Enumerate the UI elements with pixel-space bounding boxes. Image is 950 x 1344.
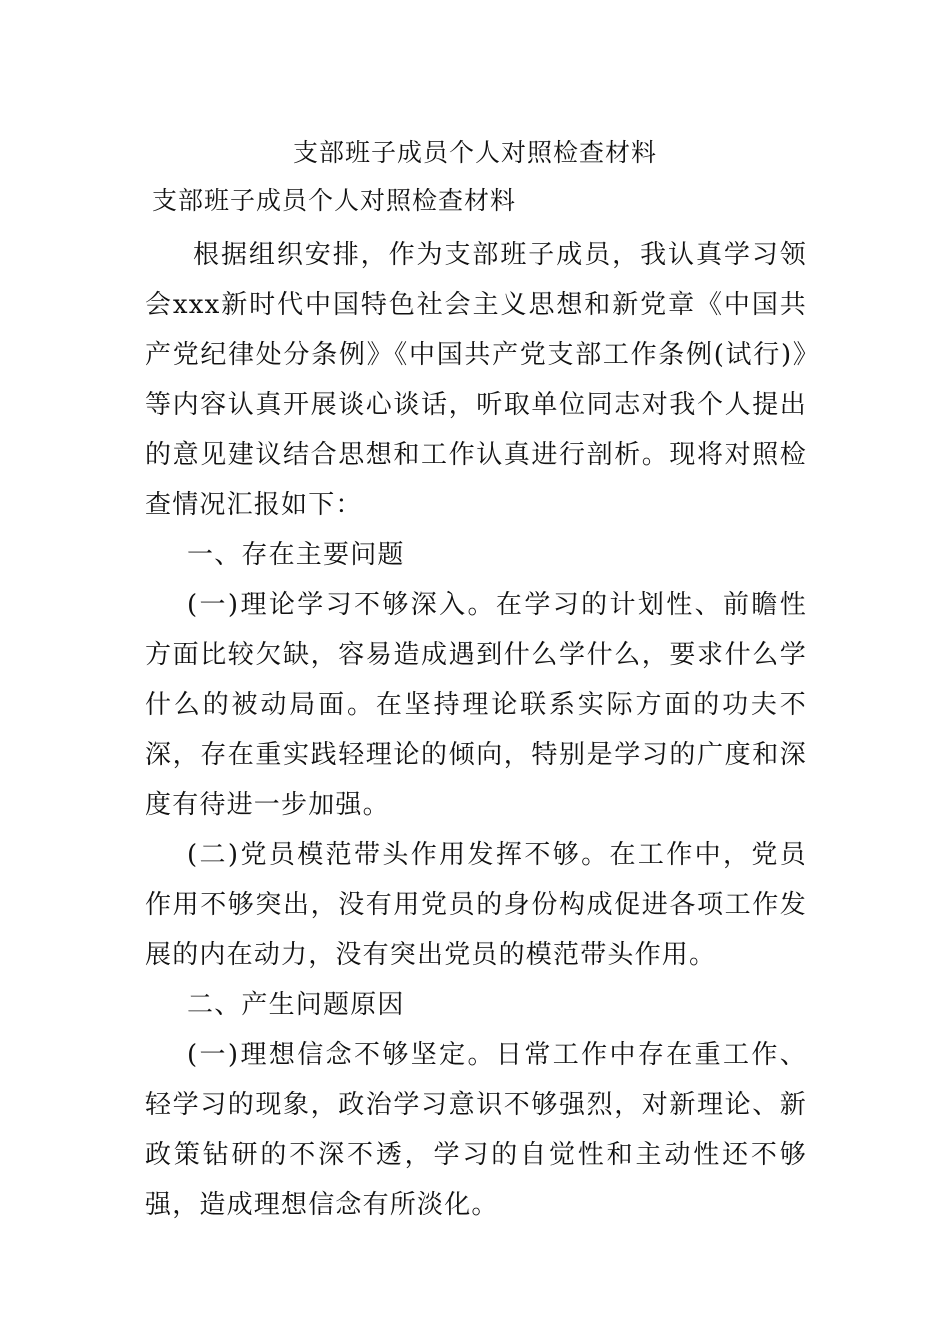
document-subtitle: 支部班子成员个人对照检查材料 — [152, 186, 517, 215]
problem-paragraph-1: (一)理论学习不够深入。在学习的计划性、前瞻性方面比较欠缺，容易造成遇到什么学什么，要求什么学什么的被动局面。在坚持理论联系实际方面的功夫不深，存在重实践轻理论的倾向，特别是学习的广度和深度有待进一步加强。 — [145, 590, 807, 820]
cause-paragraph-1: (一)理想信念不够坚定。日常工作中存在重工作、轻学习的现象，政治学习意识不够强烈，对新理论、新政策钻研的不深不透，学习的自觉性和主动性还不够强，造成理想信念有所淡化。 — [145, 1040, 807, 1220]
section-heading-causes: 二、产生问题原因 — [187, 990, 405, 1020]
problem-paragraph-2: (二)党员模范带头作用发挥不够。在工作中，党员作用不够突出，没有用党员的身份构成促进各项工作发展的内在动力，没有突出党员的模范带头作用。 — [145, 840, 807, 970]
document-body — [145, 230, 807, 1230]
section-heading-problems: 一、存在主要问题 — [187, 540, 405, 570]
intro-paragraph: 根据组织安排，作为支部班子成员，我认真学习领会xxx新时代中国特色社会主义思想和新党章《中国共产党纪律处分条例》《中国共产党支部工作条例(试行)》等内容认真开展谈心谈话，听取单位同志对我个人提出的意见建议结合思想和工作认真进行剖析。现将对照检查情况汇报如下： — [145, 240, 807, 520]
document-title: 支部班子成员个人对照检查材料 — [292, 138, 657, 167]
